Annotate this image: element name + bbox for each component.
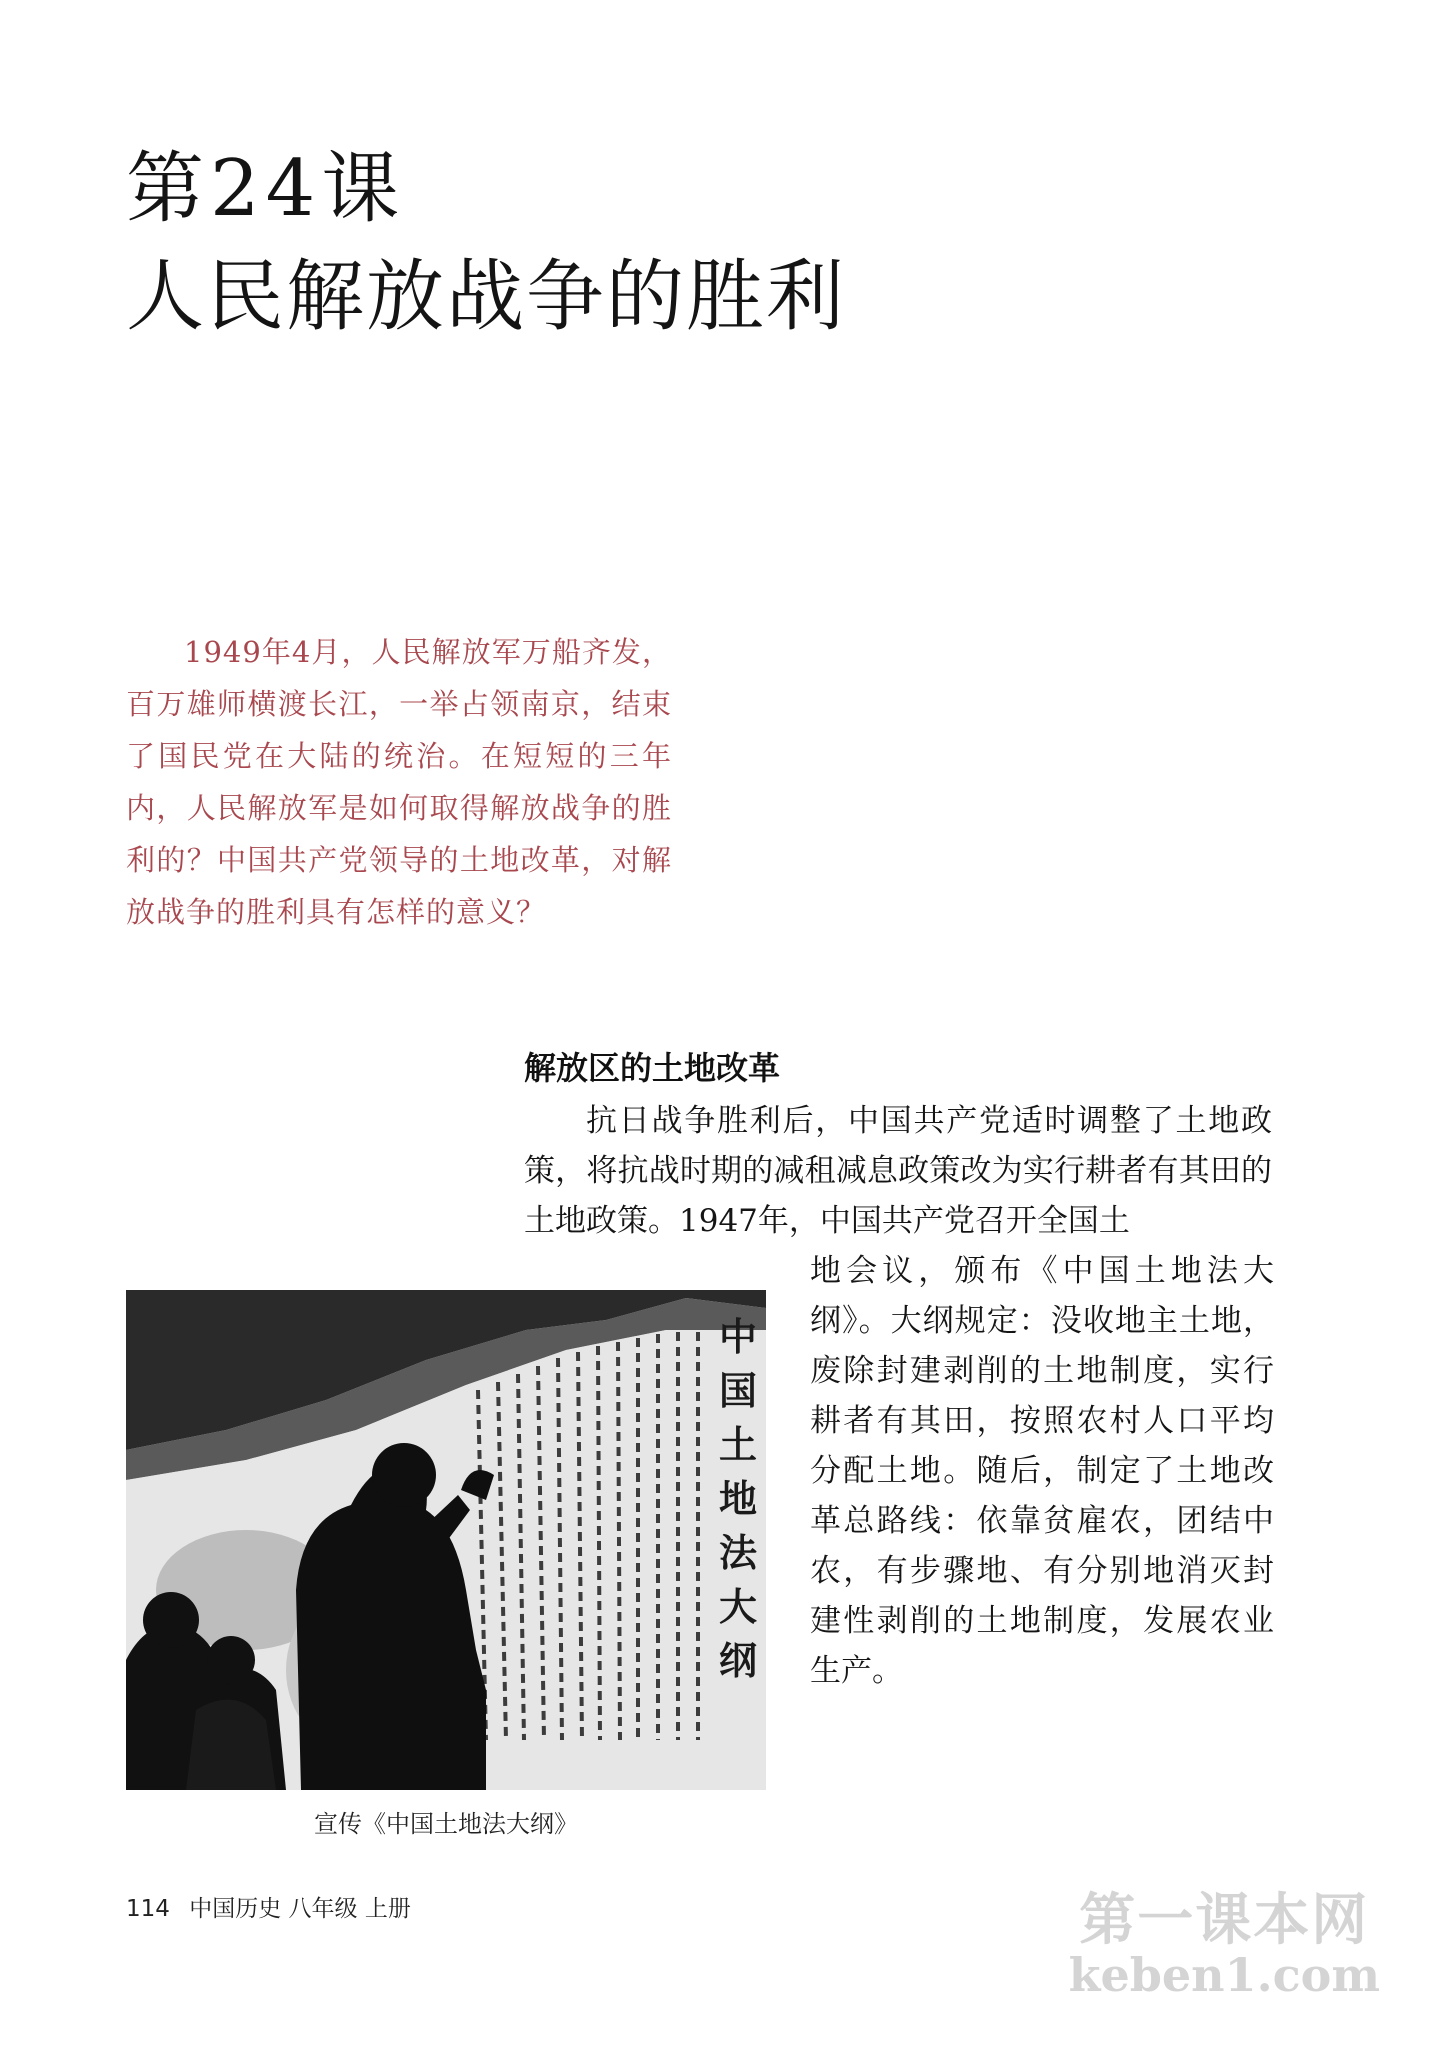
body-text-part2: 地会议，颁布《中国土地法大纲》。大纲规定：没收地主土地，废除封建剥削的土地制度，实行耕者有其田，按照农村人口平均分配土地。随后，制定了土地改革总路线：依靠贫雇农，团结中农，有步骤地、有分别地消灭封建性剥削的土地制度，发展农业生产。 (810, 1253, 1274, 1689)
body-text-part1: 抗日战争胜利后，中国共产党适时调整了土地政策，将抗战时期的减租减息政策改为实行耕者有其田的土地政策。1947年，中国共产党召开全国土 (524, 1103, 1272, 1239)
book-title: 中国历史 八年级 上册 (189, 1896, 411, 1922)
poster-title: 中国土地法大纲 (718, 1314, 757, 1683)
body-paragraph-top (524, 1096, 1272, 1246)
photo-caption: 宣传《中国土地法大纲》 (314, 1810, 578, 1838)
historical-photo (126, 1290, 766, 1790)
page-number: 114 (126, 1896, 170, 1922)
section-heading: 解放区的土地改革 (524, 1049, 781, 1087)
site-watermark (1068, 1888, 1380, 2002)
intro-paragraph (126, 626, 672, 938)
page-footer (126, 1890, 411, 1923)
lesson-number: 第24课 (126, 144, 406, 234)
intro-text: 1949年4月，人民解放军万船齐发，百万雄师横渡长江，一举占领南京，结束了国民党在大陆的统治。在短短的三年内，人民解放军是如何取得解放战争的胜利的？中国共产党领导的土地改革，对解放战争的胜利具有怎样的意义？ (126, 635, 672, 929)
watermark-cn: 第一课本网 (1079, 1888, 1370, 1953)
watermark-en: keben1.com (1068, 1947, 1380, 2002)
photo-image (126, 1290, 766, 1790)
body-paragraph-side (810, 1246, 1274, 1696)
lesson-title: 人民解放战争的胜利 (126, 252, 847, 342)
